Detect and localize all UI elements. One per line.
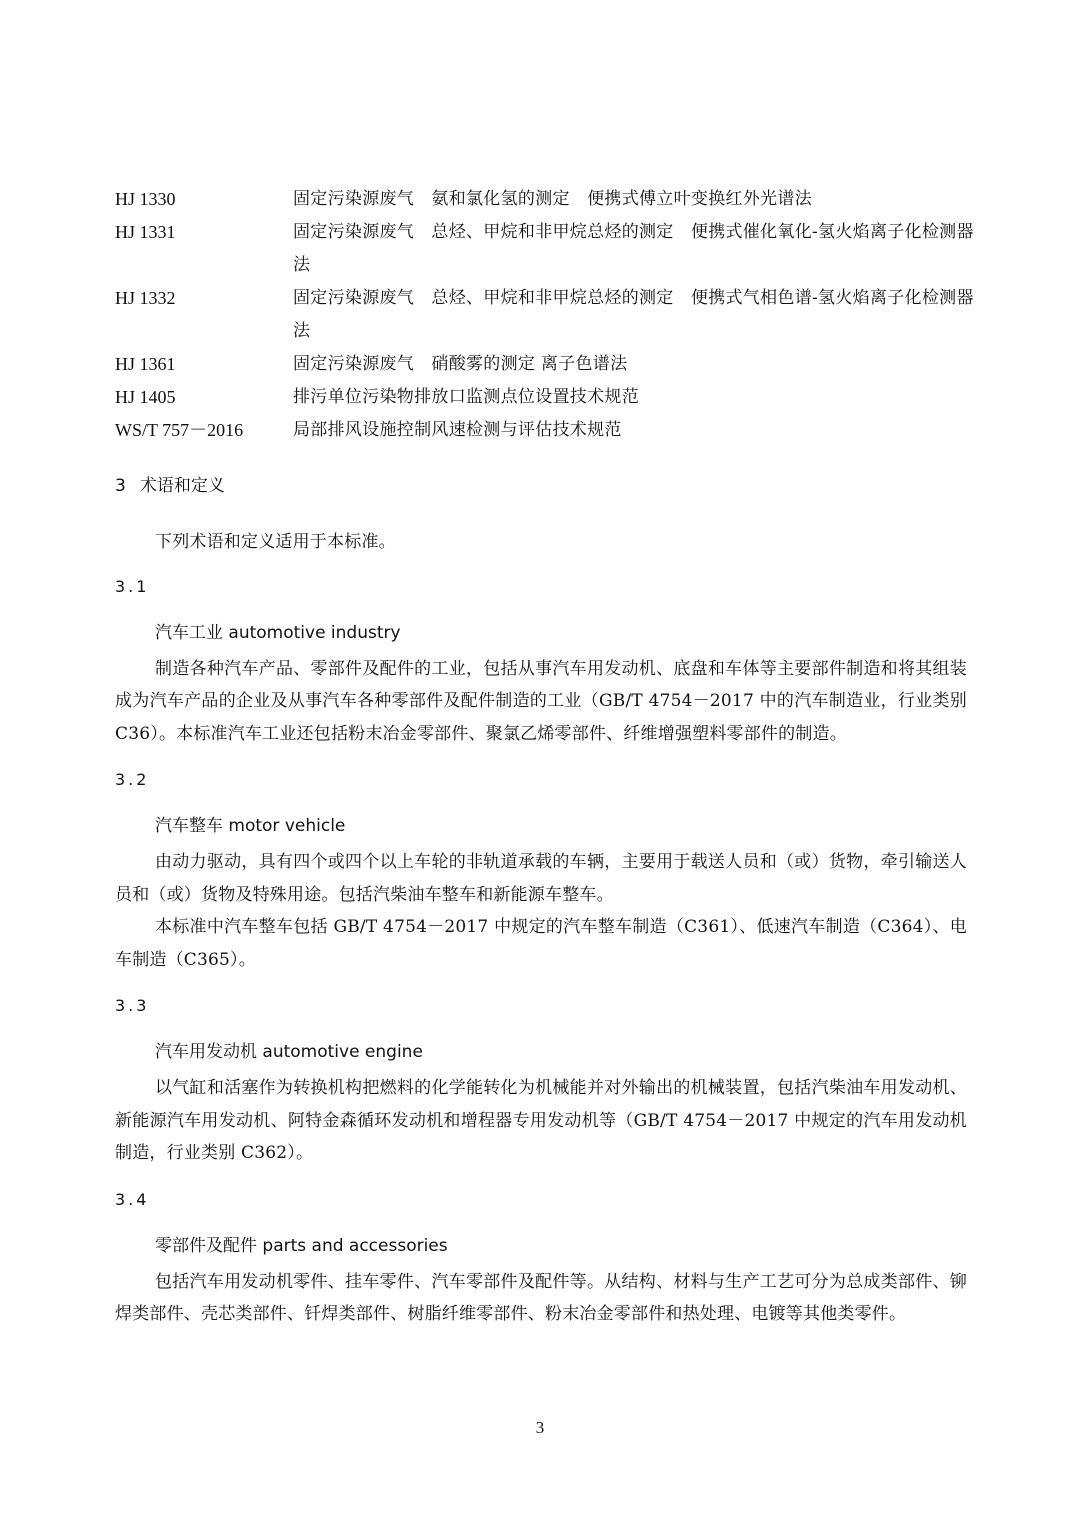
reference-title: 固定污染源废气 总烃、甲烷和非甲烷总烃的测定 便携式催化氧化-氢火焰离子化检测器法	[293, 222, 974, 275]
section-heading	[115, 470, 225, 503]
section-title: 术语和定义	[139, 476, 225, 496]
reference-title: 固定污染源废气 氨和氯化氢的测定 便携式傅立叶变换红外光谱法	[293, 189, 812, 209]
reference-title: 固定污染源废气 总烃、甲烷和非甲烷总烃的测定 便携式气相色谱-氢火焰离子化检测器法	[293, 288, 974, 341]
reference-title: 固定污染源废气 硝酸雾的测定 离子色谱法	[293, 354, 628, 374]
term-definition: 包括汽车用发动机零件、挂车零件、汽车零部件及配件等。从结构、材料与生产工艺可分为总成类部件、铆焊类部件、壳芯类部件、钎焊类部件、树脂纤维零部件、粉末冶金零部件和热处理、电镀等其他类零件。	[115, 1271, 967, 1324]
term-entry	[115, 764, 967, 976]
reference-title: 局部排风设施控制风速检测与评估技术规范	[293, 420, 622, 440]
reference-code: HJ 1332	[115, 288, 176, 308]
page-number: 3	[535, 1418, 545, 1437]
term-number: 3.1	[115, 576, 150, 596]
reference-code: HJ 1331	[115, 222, 176, 242]
term-definition: 制造各种汽车产品、零部件及配件的工业，包括从事汽车用发动机、底盘和车体等主要部件制造和将其组装成为汽车产品的企业及从事汽车各种零部件及配件制造的工业（GB/T 4754－2017 中的汽车制造业，行业类别 C36）。本标准汽车工业还包括粉末冶金零部件、聚氯乙烯零部件、纤维增强塑料零部件的制造。	[115, 658, 967, 744]
section-intro: 下列术语和定义适用于本标准。	[155, 532, 396, 552]
reference-row	[115, 381, 975, 414]
term-definition-note: 本标准中汽车整车包括 GB/T 4754－2017 中规定的汽车整车制造（C361）、低速汽车制造（C364）、电车制造（C365）。	[115, 917, 967, 970]
term-number: 3.4	[115, 1189, 150, 1209]
reference-row	[115, 183, 975, 216]
term-name: 汽车整车 motor vehicle	[155, 816, 346, 836]
term-definition: 由动力驱动，具有四个或四个以上车轮的非轨道承载的车辆，主要用于载送人员和（或）货物，牵引输送人员和（或）货物及特殊用途。包括汽柴油车整车和新能源车整车。	[115, 852, 967, 905]
term-number: 3.3	[115, 996, 150, 1015]
reference-row	[115, 282, 975, 348]
normative-references-list	[115, 183, 975, 447]
reference-code: HJ 1330	[115, 189, 176, 209]
terms-and-definitions	[115, 526, 967, 1345]
term-entry	[115, 990, 967, 1170]
reference-title: 排污单位污染物排放口监测点位设置技术规范	[293, 387, 639, 407]
reference-code: HJ 1361	[115, 354, 176, 374]
reference-row	[115, 216, 975, 282]
term-number: 3.2	[115, 770, 150, 789]
term-definition: 以气缸和活塞作为转换机构把燃料的化学能转化为机械能并对外输出的机械装置，包括汽柴油车用发动机、新能源汽车用发动机、阿特金森循环发动机和增程器专用发动机等（GB/T 4754－2017 中规定的汽车用发动机制造，行业类别 C362）。	[115, 1078, 967, 1163]
term-entry	[115, 1184, 967, 1331]
term-name: 汽车用发动机 automotive engine	[155, 1042, 423, 1062]
term-name: 汽车工业 automotive industry	[155, 622, 401, 643]
reference-code: WS/T 757－2016	[115, 420, 244, 440]
reference-row	[115, 414, 975, 447]
term-entry	[115, 571, 967, 751]
term-name: 零部件及配件 parts and accessories	[155, 1235, 448, 1256]
reference-code: HJ 1405	[115, 387, 176, 407]
section-number: 3	[115, 476, 126, 496]
reference-row	[115, 348, 975, 381]
